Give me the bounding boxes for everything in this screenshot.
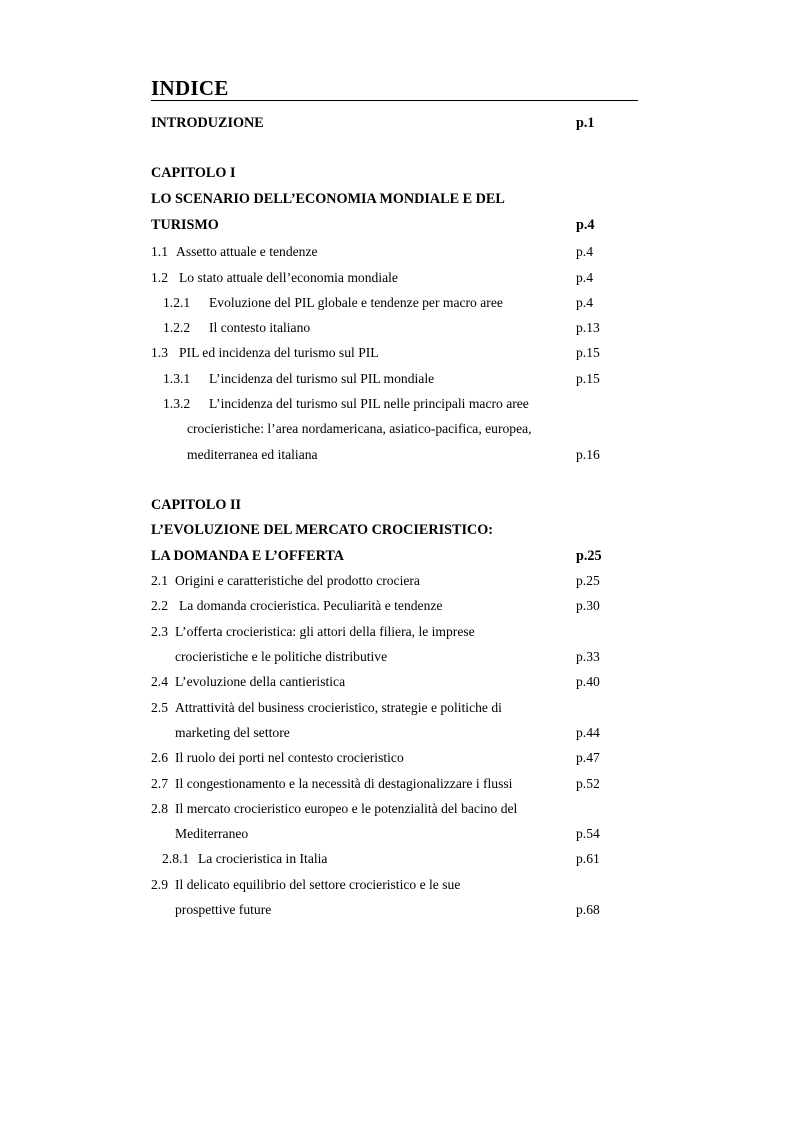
toc-entry bbox=[151, 698, 502, 718]
entry-number: 1.2.1 bbox=[163, 295, 191, 310]
toc-entry bbox=[151, 343, 379, 363]
entry-number: 2.5 bbox=[151, 700, 168, 715]
chapter2-title-line2: LA DOMANDA E L’OFFERTA bbox=[151, 548, 345, 564]
entry-text: L’evoluzione della cantieristica bbox=[175, 674, 346, 689]
toc-entry-continuation: mediterranea ed italiana bbox=[187, 447, 318, 462]
entry-page: p.47 bbox=[576, 750, 600, 765]
entry-text: Attrattività del business crocieristico, strategie e politiche di bbox=[175, 700, 502, 715]
chapter1-title-line2: TURISMO bbox=[151, 217, 219, 233]
toc-entry bbox=[151, 748, 404, 768]
toc-entry bbox=[151, 875, 460, 895]
toc-entry-continuation: prospettive future bbox=[175, 902, 272, 917]
entry-text: Il contesto italiano bbox=[209, 320, 311, 335]
entry-page: p.4 bbox=[576, 295, 593, 310]
entry-page: p.15 bbox=[576, 371, 600, 386]
toc-entry-continuation: Mediterraneo bbox=[175, 826, 249, 841]
entry-number: 2.7 bbox=[151, 776, 168, 791]
entry-number: 1.3.1 bbox=[163, 371, 191, 386]
entry-text: L’incidenza del turismo sul PIL mondiale bbox=[209, 371, 435, 386]
toc-entry bbox=[151, 799, 517, 819]
entry-page: p.4 bbox=[576, 270, 593, 285]
entry-number: 2.6 bbox=[151, 750, 168, 765]
entry-number: 2.4 bbox=[151, 674, 168, 689]
entry-number: 2.2 bbox=[151, 598, 168, 613]
toc-entry-continuation: crocieristiche e le politiche distributive bbox=[175, 649, 388, 664]
entry-number: 2.8 bbox=[151, 801, 168, 816]
entry-text: L’incidenza del turismo sul PIL nelle principali macro aree bbox=[209, 396, 529, 411]
entry-page: p.4 bbox=[576, 244, 593, 259]
entry-text: Evoluzione del PIL globale e tendenze per macro aree bbox=[209, 295, 503, 310]
toc-entry bbox=[151, 622, 475, 642]
entry-number: 2.1 bbox=[151, 573, 168, 588]
entry-text: La domanda crocieristica. Peculiarità e tendenze bbox=[179, 598, 443, 613]
entry-number: 1.1 bbox=[151, 244, 168, 259]
entry-page: p.25 bbox=[576, 573, 600, 588]
entry-number: 1.3.2 bbox=[163, 396, 191, 411]
entry-page: p.15 bbox=[576, 345, 600, 360]
chapter1-heading: CAPITOLO I bbox=[151, 165, 236, 181]
toc-entry bbox=[151, 242, 318, 262]
entry-number: 1.2.2 bbox=[163, 320, 191, 335]
toc-entry bbox=[151, 672, 345, 692]
entry-page: p.16 bbox=[576, 447, 600, 462]
entry-page: p.68 bbox=[576, 902, 600, 917]
entry-page: p.44 bbox=[576, 725, 600, 740]
entry-page: p.33 bbox=[576, 649, 600, 664]
toc-entry-continuation: marketing del settore bbox=[175, 725, 290, 740]
entry-text: Il mercato crocieristico europeo e le potenzialità del bacino del bbox=[175, 801, 518, 816]
toc-entry bbox=[151, 774, 512, 794]
entry-page: p.52 bbox=[576, 776, 600, 791]
chapter2-page: p.25 bbox=[576, 548, 602, 564]
chapter1-page: p.4 bbox=[576, 217, 595, 233]
entry-page: p.61 bbox=[576, 851, 600, 866]
chapter2-heading: CAPITOLO II bbox=[151, 497, 242, 513]
toc-entry-continuation: crocieristiche: l’area nordamericana, asiatico-pacifica, europea, bbox=[187, 421, 532, 436]
toc-entry bbox=[151, 268, 398, 288]
entry-text: Assetto attuale e tendenze bbox=[176, 244, 318, 259]
toc-entry bbox=[151, 596, 442, 616]
chapter1-title-line1: LO SCENARIO DELL’ECONOMIA MONDIALE E DEL bbox=[151, 191, 505, 207]
entry-page: p.30 bbox=[576, 598, 600, 613]
entry-text: Il ruolo dei porti nel contesto crocieristico bbox=[175, 750, 404, 765]
toc-entry bbox=[151, 571, 420, 591]
toc-entry bbox=[163, 394, 529, 414]
entry-text: Il congestionamento e la necessità di destagionalizzare i flussi bbox=[175, 776, 513, 791]
toc-entry bbox=[163, 318, 310, 338]
intro-label: INTRODUZIONE bbox=[151, 115, 264, 131]
toc-entry bbox=[163, 369, 434, 389]
intro-page: p.1 bbox=[576, 115, 595, 131]
entry-number: 2.3 bbox=[151, 624, 168, 639]
entry-number: 1.2 bbox=[151, 270, 168, 285]
entry-text: La crocieristica in Italia bbox=[198, 851, 328, 866]
chapter2-title-line1: L’EVOLUZIONE DEL MERCATO CROCIERISTICO: bbox=[151, 522, 493, 538]
entry-number: 1.3 bbox=[151, 345, 168, 360]
entry-text: Il delicato equilibrio del settore crocieristico e le sue bbox=[175, 877, 461, 892]
toc-entry bbox=[162, 849, 327, 869]
entry-text: PIL ed incidenza del turismo sul PIL bbox=[179, 345, 379, 360]
entry-number: 2.8.1 bbox=[162, 851, 190, 866]
toc-entry bbox=[163, 293, 503, 313]
entry-page: p.40 bbox=[576, 674, 600, 689]
entry-number: 2.9 bbox=[151, 877, 168, 892]
page-title: INDICE bbox=[151, 76, 638, 101]
entry-text: Origini e caratteristiche del prodotto crociera bbox=[175, 573, 420, 588]
entry-text: Lo stato attuale dell’economia mondiale bbox=[179, 270, 398, 285]
entry-page: p.54 bbox=[576, 826, 600, 841]
entry-page: p.13 bbox=[576, 320, 600, 335]
entry-text: L’offerta crocieristica: gli attori della filiera, le imprese bbox=[175, 624, 475, 639]
